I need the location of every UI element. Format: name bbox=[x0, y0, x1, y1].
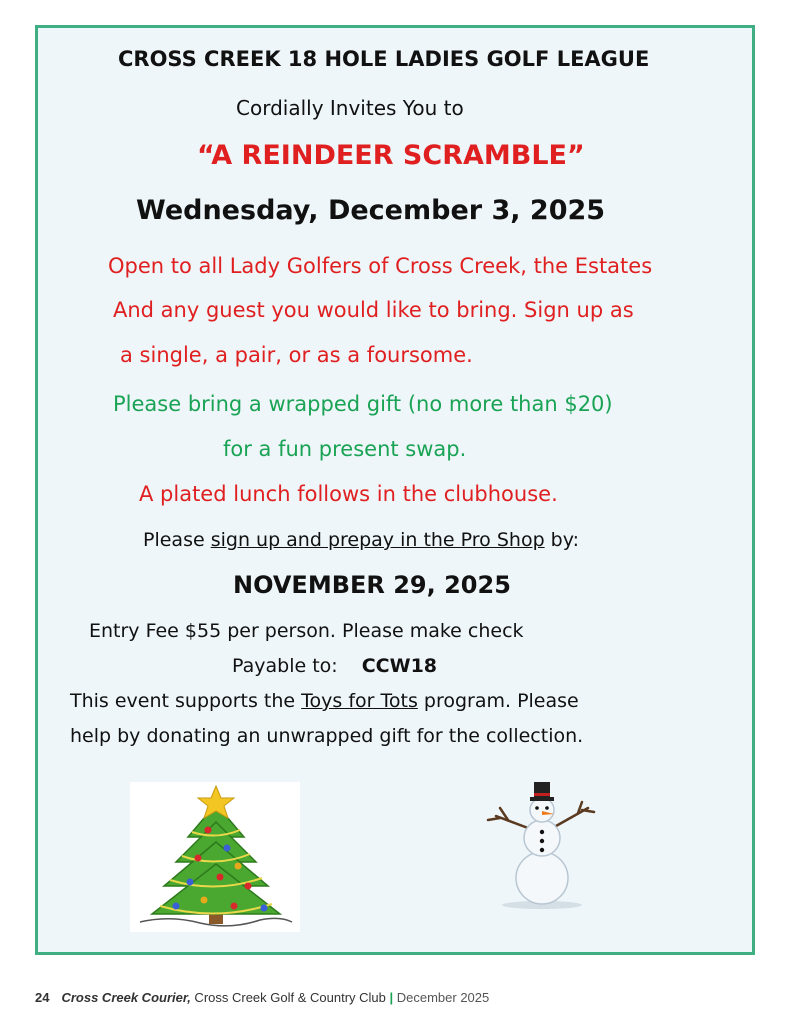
footer-separator: | bbox=[389, 990, 394, 1005]
publication-name: Cross Creek Courier, bbox=[61, 990, 191, 1005]
page-footer bbox=[35, 990, 489, 1005]
payable-name: CCW18 bbox=[361, 655, 438, 677]
support-text-after: program. Please bbox=[417, 690, 579, 712]
deadline: NOVEMBER 29, 2025 bbox=[233, 571, 511, 599]
support-text-before: This event supports the bbox=[70, 690, 302, 712]
gift-line-1: Please bring a wrapped gift (no more than $20) bbox=[113, 392, 613, 416]
toys-for-tots: Toys for Tots bbox=[301, 690, 418, 712]
invites-line: Cordially Invites You to bbox=[236, 96, 464, 120]
christmas-tree-icon bbox=[130, 782, 300, 932]
lunch-line: A plated lunch follows in the clubhouse. bbox=[139, 482, 558, 506]
signup-line bbox=[143, 529, 579, 551]
event-date: Wednesday, December 3, 2025 bbox=[136, 195, 606, 226]
payable-label: Payable to: bbox=[232, 655, 338, 677]
league-title: CROSS CREEK 18 HOLE LADIES GOLF LEAGUE bbox=[118, 47, 650, 71]
open-line-1: Open to all Lady Golfers of Cross Creek, the Estates bbox=[108, 254, 653, 278]
signup-text-before: Please bbox=[143, 529, 211, 551]
fee-line: Entry Fee $55 per person. Please make check bbox=[89, 620, 524, 642]
signup-underlined: sign up and prepay in the Pro Shop bbox=[210, 529, 545, 551]
support-line-1 bbox=[70, 690, 579, 712]
payable-line bbox=[232, 655, 437, 677]
open-line-2: And any guest you would like to bring. Sign up as bbox=[113, 298, 634, 322]
club-name: Cross Creek Golf & Country Club bbox=[190, 990, 390, 1005]
page-number: 24 bbox=[35, 990, 50, 1005]
gift-line-2: for a fun present swap. bbox=[223, 437, 467, 461]
issue-date: December 2025 bbox=[393, 990, 490, 1005]
open-line-3: a single, a pair, or as a foursome. bbox=[120, 343, 473, 367]
snowman-icon bbox=[470, 780, 600, 910]
support-line-2: help by donating an unwrapped gift for the collection. bbox=[70, 725, 584, 747]
signup-text-after: by: bbox=[544, 529, 580, 551]
event-name: “A REINDEER SCRAMBLE” bbox=[197, 140, 585, 171]
